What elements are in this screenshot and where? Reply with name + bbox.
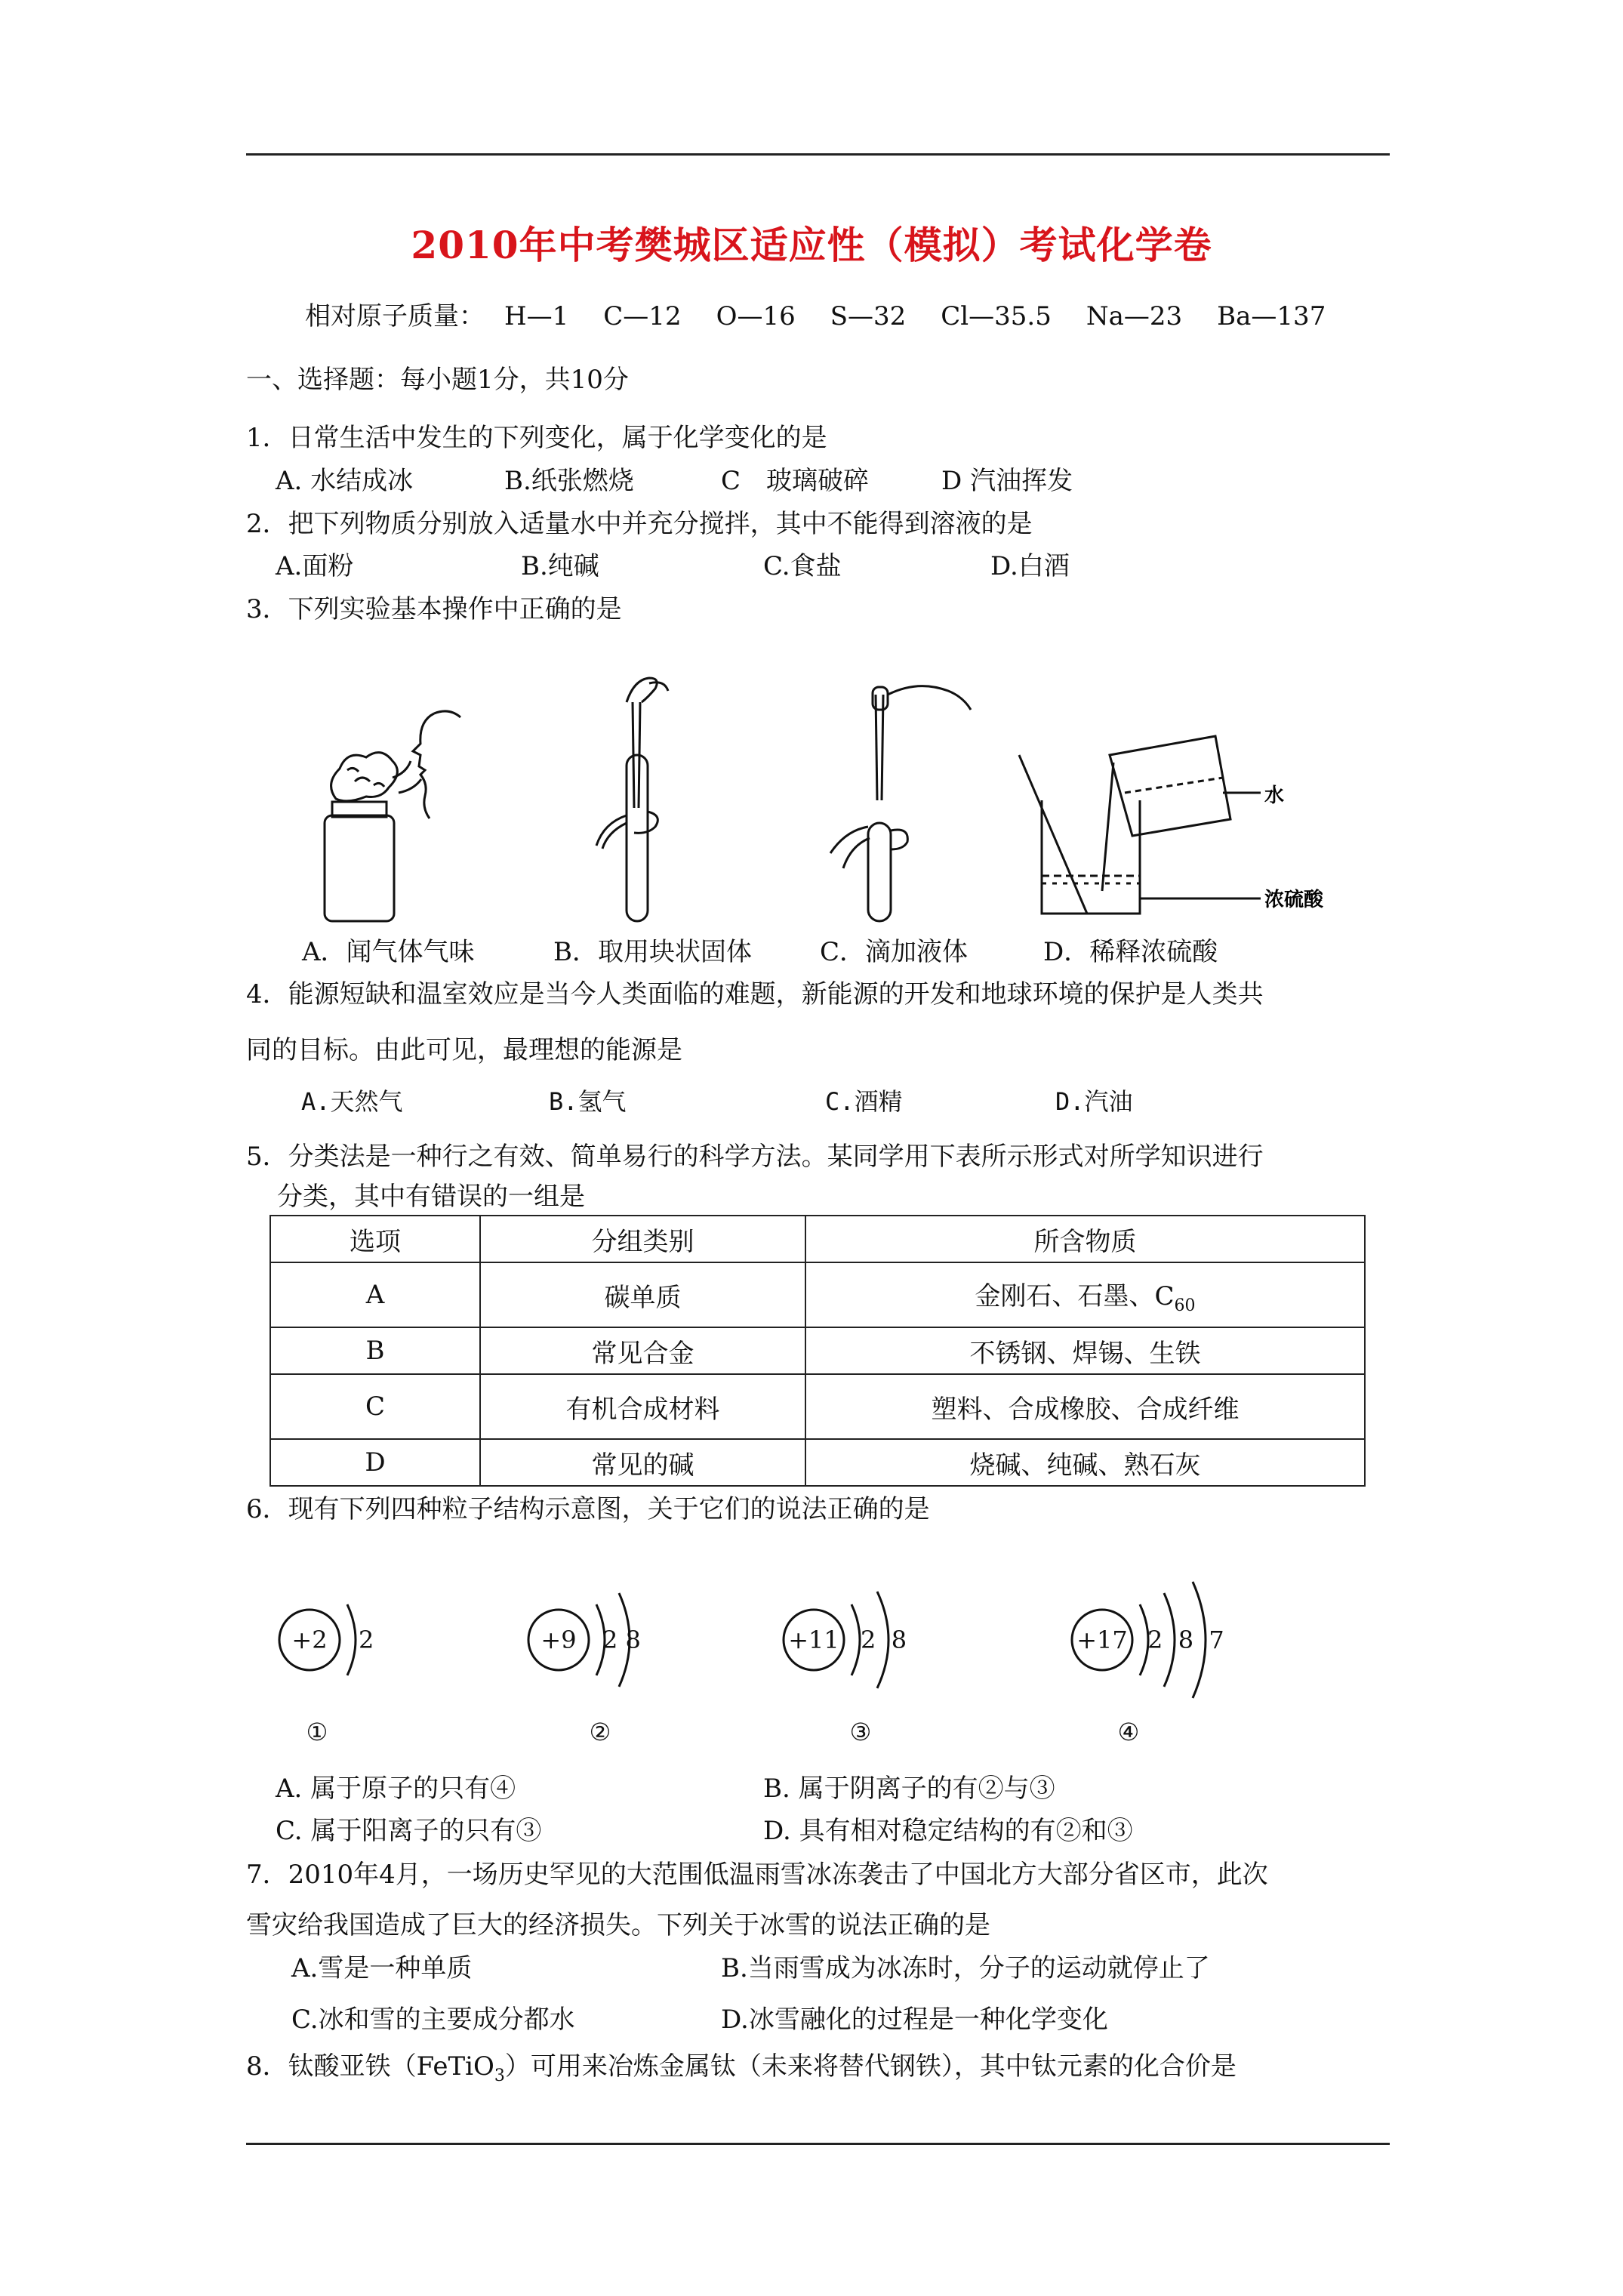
q7-stem-line2: 雪灾给我国造成了巨大的经济损失。下列关于冰雪的说法正确的是: [246, 1910, 990, 1940]
q3-stem: 3．下列实验基本操作中正确的是: [246, 594, 622, 624]
q4-option-b: B.氢气: [549, 1087, 627, 1116]
q3-option-a: A．闻气体气味: [302, 937, 475, 967]
header-substances: 所含物质: [805, 1216, 1365, 1262]
row-b-option: B: [270, 1327, 480, 1374]
q1-stem: 1．日常生活中发生的下列变化，属于化学变化的是: [246, 423, 827, 453]
section-heading: 一、选择题：每小题1分，共10分: [246, 365, 629, 395]
particle-3-label: ③: [849, 1718, 872, 1746]
mass-h: H—1: [504, 301, 569, 331]
row-b-substances: 不锈钢、焊锡、生铁: [805, 1327, 1365, 1374]
particle-4-electrons: 2 8 7: [1147, 1626, 1224, 1654]
header-category: 分组类别: [480, 1216, 805, 1262]
table-header-row: [270, 1216, 1365, 1262]
table-row: [270, 1439, 1365, 1486]
table-row: [270, 1327, 1365, 1374]
q3-option-d: D．稀释浓硫酸: [1043, 937, 1218, 967]
mass-cl: Cl—35.5: [941, 301, 1052, 331]
table-row: [270, 1262, 1365, 1327]
q6-particle-diagrams: [264, 1570, 1321, 1767]
q7-option-d: D.冰雪融化的过程是一种化学变化: [721, 2005, 1108, 2035]
particle-1-electrons: 2: [359, 1626, 374, 1654]
q7-stem-line1: 7．2010年4月，一场历史罕见的大范围低温雨雪冰冻袭击了中国北方大部分省区市，此次: [246, 1860, 1268, 1890]
q4-option-d: D.汽油: [1055, 1087, 1133, 1116]
q2-option-a: A.面粉: [276, 551, 354, 581]
q6-stem: 6．现有下列四种粒子结构示意图，关于它们的说法正确的是: [246, 1494, 930, 1524]
q2-stem: 2．把下列物质分别放入适量水中并充分搅拌，其中不能得到溶液的是: [246, 509, 1033, 539]
mass-ba: Ba—137: [1217, 301, 1326, 331]
row-d-category: 常见的碱: [480, 1439, 805, 1486]
q7-option-a: A.雪是一种单质: [291, 1953, 473, 1983]
row-a-substances: [805, 1262, 1365, 1327]
q1-option-c: C 玻璃破碎: [721, 466, 870, 496]
mass-na: Na—23: [1086, 301, 1183, 331]
q1-option-d: D 汽油挥发: [941, 466, 1073, 496]
q4-option-c: C.酒精: [825, 1087, 903, 1116]
particle-1-label: ①: [306, 1718, 328, 1746]
table-row: [270, 1374, 1365, 1439]
q4-option-a: A.天然气: [301, 1087, 403, 1116]
row-c-option: C: [270, 1374, 480, 1439]
particle-3-electrons: 2 8: [861, 1626, 907, 1654]
atomic-mass-label: 相对原子质量：: [305, 301, 485, 331]
mass-o: O—16: [716, 301, 796, 331]
acid-label: 浓硫酸: [1264, 889, 1324, 911]
jar-illustration: [325, 711, 460, 921]
row-b-category: 常见合金: [480, 1327, 805, 1374]
particle-1-nucleus: +2: [291, 1626, 328, 1654]
row-d-substances: 烧碱、纯碱、熟石灰: [805, 1439, 1365, 1486]
particle-4-label: ④: [1117, 1718, 1140, 1746]
q8-stem-part1: 8．钛酸亚铁（FeTiO: [246, 2051, 494, 2082]
row-a-option: A: [270, 1262, 480, 1327]
q7-option-c: C.冰和雪的主要成分都水: [291, 2005, 575, 2035]
q6-option-b: B. 属于阴离子的有②与③: [763, 1774, 1055, 1804]
page-title: 2010年中考樊城区适应性（模拟）考试化学卷: [411, 223, 1212, 267]
row-a-substances-text: 金刚石、石墨、C: [975, 1281, 1175, 1311]
row-a-category: 碳单质: [480, 1262, 805, 1327]
q5-stem-line1: 5．分类法是一种行之有效、简单易行的科学方法。某同学用下表所示形式对所学知识进行: [246, 1142, 1264, 1172]
q3-option-c: C．滴加液体: [820, 937, 969, 967]
q8-subscript: 3: [494, 2066, 505, 2085]
particle-3-nucleus: +11: [788, 1626, 839, 1654]
q4-stem-line2: 同的目标。由此可见，最理想的能源是: [246, 1035, 682, 1065]
q4-stem-line1: 4．能源短缺和温室效应是当今人类面临的难题，新能源的开发和地球环境的保护是人类共: [246, 979, 1264, 1009]
q6-option-d: D. 具有相对稳定结构的有②和③: [763, 1816, 1133, 1846]
water-label: 水: [1264, 784, 1285, 807]
test-tube-b-illustration: [596, 678, 668, 921]
header-option: 选项: [270, 1216, 480, 1262]
particle-2-nucleus: +9: [540, 1626, 577, 1654]
top-rule: [246, 153, 1390, 156]
mass-s: S—32: [830, 301, 907, 331]
q8-stem: [246, 2051, 1236, 2085]
row-a-subscript: 60: [1174, 1296, 1196, 1315]
q1-option-a: A. 水结成冰: [276, 466, 414, 496]
mass-c: C—12: [603, 301, 682, 331]
q7-option-b: B.当雨雪成为冰冻时，分子的运动就停止了: [721, 1953, 1210, 1983]
classification-table: [269, 1215, 1366, 1487]
q8-stem-part2: ）可用来冶炼金属钛（未来将替代钢铁），其中钛元素的化合价是: [504, 2051, 1236, 2082]
row-c-category: 有机合成材料: [480, 1374, 805, 1439]
q3-option-b: B．取用块状固体: [553, 937, 752, 967]
q2-option-c: C.食盐: [763, 551, 842, 581]
q6-option-a: A. 属于原子的只有④: [276, 1774, 516, 1804]
atomic-mass-line: [305, 301, 1360, 331]
row-d-option: D: [270, 1439, 480, 1486]
particle-2-label: ②: [589, 1718, 611, 1746]
q2-option-b: B.纯碱: [521, 551, 599, 581]
particle-4-nucleus: +17: [1076, 1626, 1128, 1654]
q5-stem-line2: 分类，其中有错误的一组是: [277, 1182, 585, 1212]
test-tube-c-illustration: [830, 686, 971, 921]
row-c-substances: 塑料、合成橡胶、合成纤维: [805, 1374, 1365, 1439]
particle-2-electrons: 2 8: [602, 1626, 641, 1654]
q2-option-d: D.白酒: [990, 551, 1070, 581]
q3-lab-figures: [302, 672, 1359, 929]
q6-option-c: C. 属于阳离子的只有③: [276, 1816, 542, 1846]
bottom-rule: [246, 2143, 1390, 2145]
beaker-illustration: [1019, 736, 1261, 914]
q1-option-b: B.纸张燃烧: [504, 466, 634, 496]
